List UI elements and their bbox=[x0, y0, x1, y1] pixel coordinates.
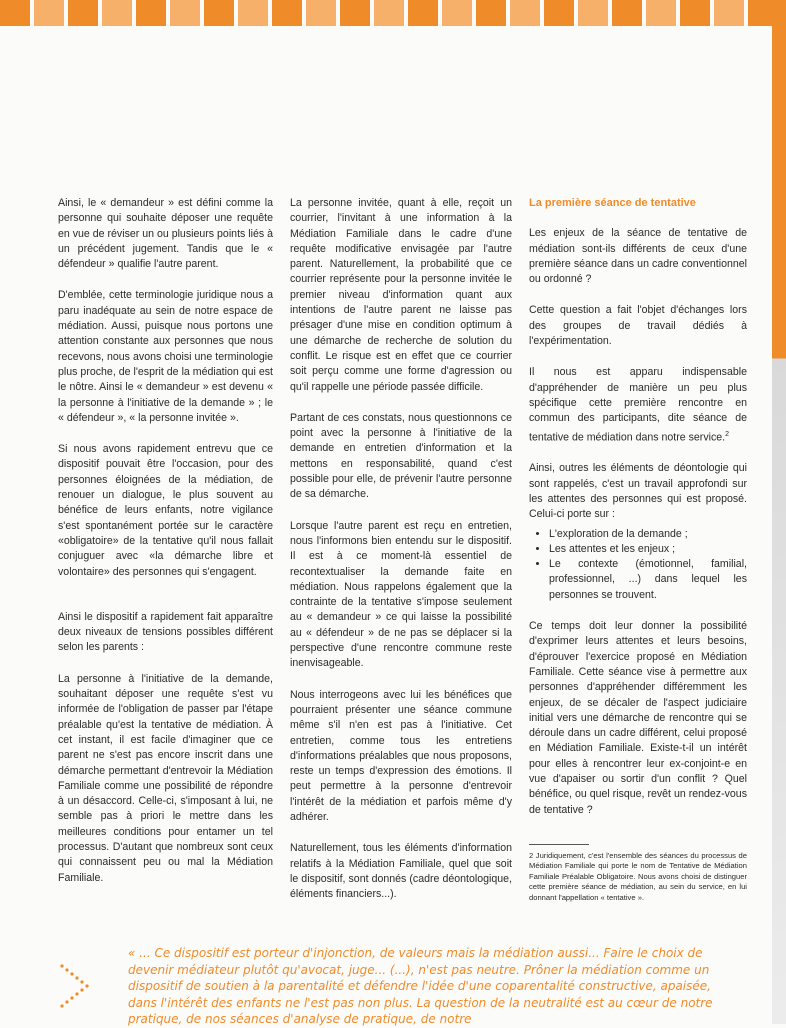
band-square bbox=[442, 0, 472, 26]
band-square bbox=[510, 0, 540, 26]
band-square bbox=[340, 0, 370, 26]
paragraph-text: Il nous est apparu indispensable d'appréhender de manière un peu plus spécifique cette première rencontre en commun des participants, dite séance de tentative de médiation dans notre service. bbox=[529, 366, 747, 444]
band-square bbox=[68, 0, 98, 26]
footnote-divider bbox=[529, 844, 589, 845]
paragraph: Ce temps doit leur donner la possibilité d'exprimer leurs attentes et leurs besoins, d'éprouver l'exercice proposé en Médiation Familiale. Cette séance vise à permettre aux personnes d'appréhender différemment les enjeux, de se décaler de l'aspect judiciaire initial vers une démarche de rencontre qui se déroule dans un cadre différent, celui proposé en Médiation Familiale. Existe-t-il un intérêt pour elles à rencontrer leur ex-conjoint-e en vue d'apaiser ou sortir d'un conflit ? Quel bénéfice, ou quel risque, revêt un rendez-vous de tentative ? bbox=[529, 620, 747, 816]
pull-quote: « ... Ce dispositif est porteur d'injonction, de valeurs mais la médiation aussi... Faire le choix de devenir médiateur plutôt qu'avocat, juge... (...), n'est pas neutre. Prôner la médiation comme un dispositif de soutien à la parentalité et défendre l'idée d'une coparentalité constructive, apaisée, dans l'intérêt des enfants ne l'est pas non plus. La question de la neutralité est au cœur de notre pratique, de nos séances d'analyse de pratique, de notre bbox=[128, 946, 713, 1026]
paragraph: Cette question a fait l'objet d'échanges lors des groupes de travail dédiés à l'expérimentation. bbox=[529, 304, 747, 348]
paragraph: La personne à l'initiative de la demande, souhaitant déposer une requête s'est vu informée de l'obligation de passer par l'étape préalable qu'est la tentative de médiation. À cet instant, il est facile d'imaginer que ce parent ne s'est pas encore inscrit dans une démarche permettant d'entrevoir la Médiation Familiale comme une possibilité de répondre à un désaccord. Celle-ci, s'imposant à lui, ne semble pas à priori le mettre dans les meilleures conditions pour entamer un tel processus. D'autant que nombreux sont ceux qui connaissent peu ou mal la Médiation Familiale. bbox=[58, 672, 273, 884]
band-square bbox=[374, 0, 404, 26]
footnote-ref: 2 bbox=[725, 430, 730, 438]
band-square bbox=[170, 0, 200, 26]
paragraph: La personne invitée, quant à elle, reçoit un courrier, l'invitant à une information à la Médiation Familiale dans le cadre d'une requête modificative envisagée par l'autre parent. Naturellement, la probabilité que ce courrier représente pour la personne invitée le premier niveau d'information quant aux intentions de l'autre parent ne laisse pas présager d'une mise en condition optimum à une démarche de recherche de solution du conflit. Le risque est en effet que ce courrier soit perçu comme une forme d'agression ou qu'il rappelle une période passée difficile. bbox=[290, 197, 512, 393]
footnote: 2 Juridiquement, c'est l'ensemble des séances du processus de Médiation Familiale qui porte le nom de Tentative de Médiation Familiale Préalable Obligatoire. Nous avons choisi de distinguer cette première séance de médiation, au sein du service, en lui donnant l'appellation « tentative ». bbox=[529, 850, 747, 902]
band-square bbox=[714, 0, 744, 26]
page-edge-band bbox=[772, 0, 786, 1024]
section-title: La première séance de tentative bbox=[529, 197, 696, 209]
list-item: • L'exploration de la demande ; bbox=[549, 527, 747, 542]
band-square bbox=[204, 0, 234, 26]
band-square bbox=[578, 0, 608, 26]
paragraph: Partant de ces constats, nous questionnons ce point avec la personne à l'initiative de la demande en entretien d'information et la mettons en responsabilité, quand c'est possible pour elle, de prévenir l'autre personne de sa démarche. bbox=[290, 411, 512, 501]
paragraph: Naturellement, tous les éléments d'information relatifs à la Médiation Familiale, quel que soit le dispositif, sont donnés (cadre déontologique, éléments financiers...). bbox=[290, 842, 512, 901]
band-square bbox=[544, 0, 574, 26]
band-square bbox=[306, 0, 336, 26]
column-1 bbox=[58, 196, 273, 902]
band-square bbox=[136, 0, 166, 26]
paragraph bbox=[529, 365, 747, 445]
list-item: • Le contexte (émotionnel, familial, professionnel, ...) dans lequel les personnes se trouvent. bbox=[549, 557, 747, 603]
paragraph: D'emblée, cette terminologie juridique nous a paru inadéquate au sein de notre espace de médiation. Aussi, puisque nous portons une attention constante aux personnes que nous recevons, nous avons choisi une terminologie plus proche, de l'esprit de la médiation qui est le nôtre. Ainsi le « demandeur » est devenu « la personne à l'initiative de la demande » ; le « défendeur », « la personne invitée ». bbox=[58, 289, 273, 424]
paragraph: Si nous avons rapidement entrevu que ce dispositif pouvait être l'occasion, pour des personnes éloignées de la médiation, de renouer un dialogue, le plus souvent au bénéfice de leurs enfants, notre vigilance s'est spontanément portée sur le caractère «obligatoire» de la tentative qu'il nous fallait conjuguer avec «la démarche libre et volontaire» des personnes qui s'engagent. bbox=[58, 443, 273, 578]
paragraph: Les enjeux de la séance de tentative de médiation sont-ils différents de ceux d'une première séance dans un cadre conventionnel ou ordonné ? bbox=[529, 227, 747, 286]
column-2 bbox=[290, 196, 512, 918]
band-square bbox=[680, 0, 710, 26]
column-3 bbox=[529, 196, 747, 903]
bullet-list bbox=[529, 527, 747, 603]
paragraph: Ainsi, le « demandeur » est défini comme la personne qui souhaite déposer une requête en vue de réviser un ou plusieurs points liés à un précédent jugement. Tandis que le « défendeur » qualifie l'autre parent. bbox=[58, 197, 273, 271]
paragraph: Ainsi, outres les éléments de déontologie qui sont rappelés, c'est un travail approfondi sur les attentes des personnes qui est proposé. Celui-ci porte sur : bbox=[529, 462, 747, 521]
band-square bbox=[238, 0, 268, 26]
top-decorative-band bbox=[0, 0, 786, 26]
quote-chevron-icon bbox=[58, 960, 98, 1020]
band-square bbox=[408, 0, 438, 26]
band-square bbox=[34, 0, 64, 26]
band-square bbox=[272, 0, 302, 26]
paragraph: Lorsque l'autre parent est reçu en entretien, nous l'informons bien entendu sur le dispositif. Il est à ce moment-là essentiel de recontextualiser la demande faite en médiation. Nous rappelons également que la contrainte de la tentative s'impose seulement au « demandeur » ce qui laisse la possibilité au « défendeur » de ne pas se déplacer si la perspective d'une rencontre commune reste inenvisageable. bbox=[290, 519, 512, 670]
band-square bbox=[102, 0, 132, 26]
paragraph: Ainsi le dispositif a rapidement fait apparaître deux niveaux de tensions possibles différent selon les parents : bbox=[58, 610, 273, 654]
band-square bbox=[476, 0, 506, 26]
list-item: • Les attentes et les enjeux ; bbox=[549, 542, 747, 557]
paragraph: Nous interrogeons avec lui les bénéfices que pourraient présenter une séance commune même s'il n'en est pas à l'initiative. Cet entretien, comme tous les entretiens d'informations préalables que nous proposons, reste un temps d'expression des émotions. Il peut permettre à la personne d'entrevoir l'intérêt de la médiation et parfois même d'y adhérer. bbox=[290, 688, 512, 823]
band-square bbox=[0, 0, 30, 26]
band-square bbox=[646, 0, 676, 26]
band-square bbox=[612, 0, 642, 26]
